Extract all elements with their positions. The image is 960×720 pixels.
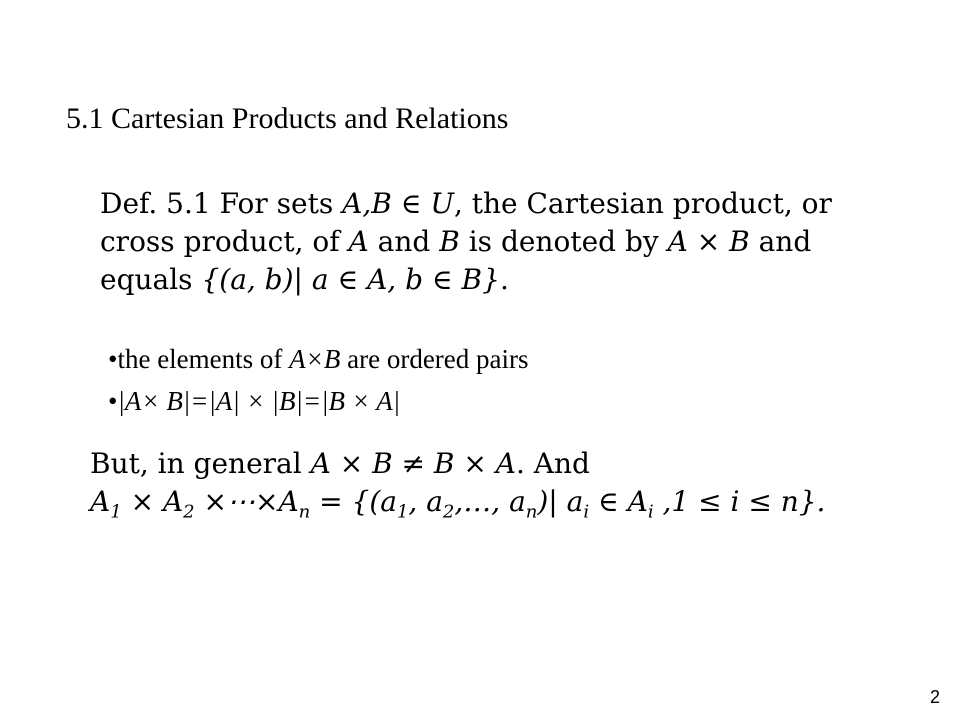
math-sets: A,B ∈ U [342,187,454,220]
bullet-ordered-pairs [108,344,529,375]
math-a: A [348,225,369,258]
bullet-marker: • [108,344,118,374]
definition-line-1 [100,186,832,222]
definition-text: and [749,225,812,258]
general-line-1 [90,446,590,482]
definition-line-2 [100,224,811,260]
slide-title: 5.1 Cartesian Products and Relations [66,102,509,135]
definition-text: . [499,263,509,296]
definition-text: cross product, of [100,225,349,258]
math-product: A×B [289,344,341,374]
general-text: But, in general [90,447,311,480]
general-line-2 [90,484,825,531]
page-number: 2 [929,687,940,707]
definition-text: is denoted by [459,225,668,258]
definition-text: equals [100,263,202,296]
math-cardinality: |A× B|=|A| × |B|=|B × A| [117,386,401,416]
bullet-text: are ordered pairs [340,344,529,374]
math-non-commutative: A × B ≠ B × A [310,447,516,480]
definition-line-3 [100,262,509,298]
bullet-marker: • [108,386,118,416]
general-text: . And [515,447,590,480]
definition-text: , the Cartesian product, or [453,187,832,220]
math-b: B [439,225,460,258]
math-product: A × B [667,225,750,258]
definition-text: Def. 5.1 For sets [100,187,343,220]
math-set-builder: {(a, b)| a ∈ A, b ∈ B} [201,263,500,296]
bullet-text: the elements of [117,344,290,374]
bullet-cardinality [108,386,400,417]
math-n-ary-product: $A_1 \times A_2$ $\times\cdots\times A_n = \{(a_1$, $a_2,\dots$, $a_n)|$ $a_i$ ∈ $A_i$ ,1 ≤ i ≤ n}. [90,485,826,523]
definition-text: and [368,225,440,258]
